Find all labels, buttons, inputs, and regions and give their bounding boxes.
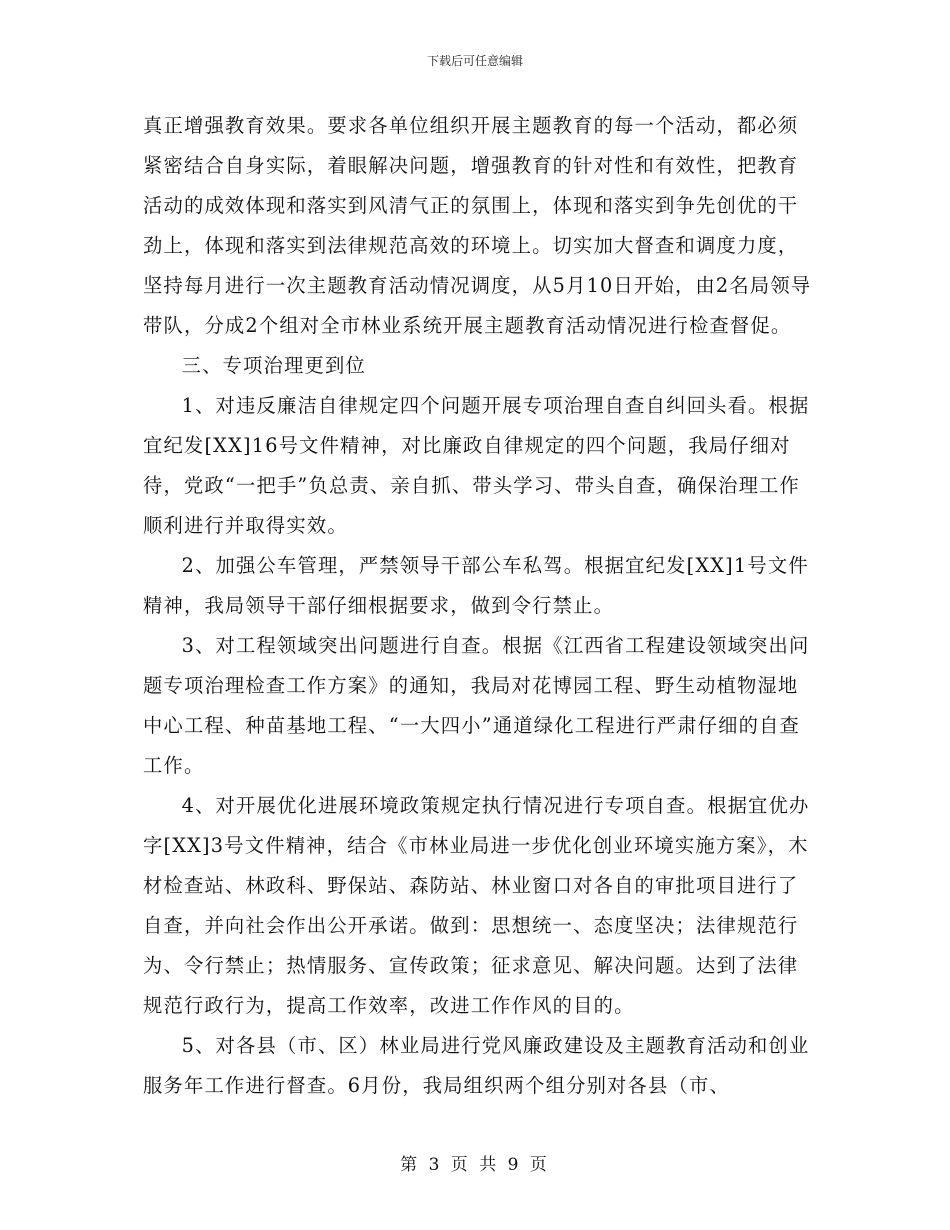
paragraph-item-4: 4、对开展优化进展环境政策规定执行情况进行专项自查。根据宜优办字[XX]3号文件精神，结合《市林业局进一步优化创业环境实施方案》，木材检查站、林政科、野保站、森防站、林业窗口对各自的审批项目进行了自查，并向社会作出公开承诺。做到：思想统一、态度坚决；法律规范行为、令行禁止；热情服务、宣传政策；征求意见、解决问题。达到了法律规范行政行为，提高工作效率，改进工作作风的目的。 <box>143 794 810 1017</box>
paragraph-item-5: 5、对各县（市、区）林业局进行党风廉政建设及主题教育活动和创业服务年工作进行督查。6月份，我局组织两个组分别对各县（市、 <box>143 1034 810 1097</box>
section-heading: 三、专项治理更到位 <box>181 354 366 377</box>
page-header-note: 下载后可任意编辑 <box>426 54 523 68</box>
page-number: 第 3 页 共 9 页 <box>400 1155 550 1175</box>
paragraph-item-3: 3、对工程领域突出问题进行自查。根据《江西省工程建设领域突出问题专项治理检查工作方案》的通知，我局对花博园工程、野生动植物湿地中心工程、种苗基地工程、“一大四小”通道绿化工程进行严肃仔细的自查工作。 <box>143 634 810 777</box>
document-body <box>143 106 813 1106</box>
paragraph-continuation: 真正增强教育效果。要求各单位组织开展主题教育的每一个活动，都必须紧密结合自身实际，着眼解决问题，增强教育的针对性和有效性，把教育活动的成效体现和落实到风清气正的氛围上，体现和落实到争先创优的干劲上，体现和落实到法律规范高效的环境上。切实加大督查和调度力度，坚持每月进行一次主题教育活动情况调度，从5月10日开始，由2名局领导带队，分成2个组对全市林业系统开展主题教育活动情况进行检查督促。 <box>143 114 812 337</box>
paragraph-item-2: 2、加强公车管理，严禁领导干部公车私驾。根据宜纪发[XX]1号文件精神，我局领导干部仔细根据要求，做到令行禁止。 <box>143 554 809 617</box>
paragraph-item-1: 1、对违反廉洁自律规定四个问题开展专项治理自查自纠回头看。根据宜纪发[XX]16号文件精神，对比廉政自律规定的四个问题，我局仔细对待，党政“一把手”负总责、亲自抓、带头学习、带头自查，确保治理工作顺利进行并取得实效。 <box>143 394 810 537</box>
